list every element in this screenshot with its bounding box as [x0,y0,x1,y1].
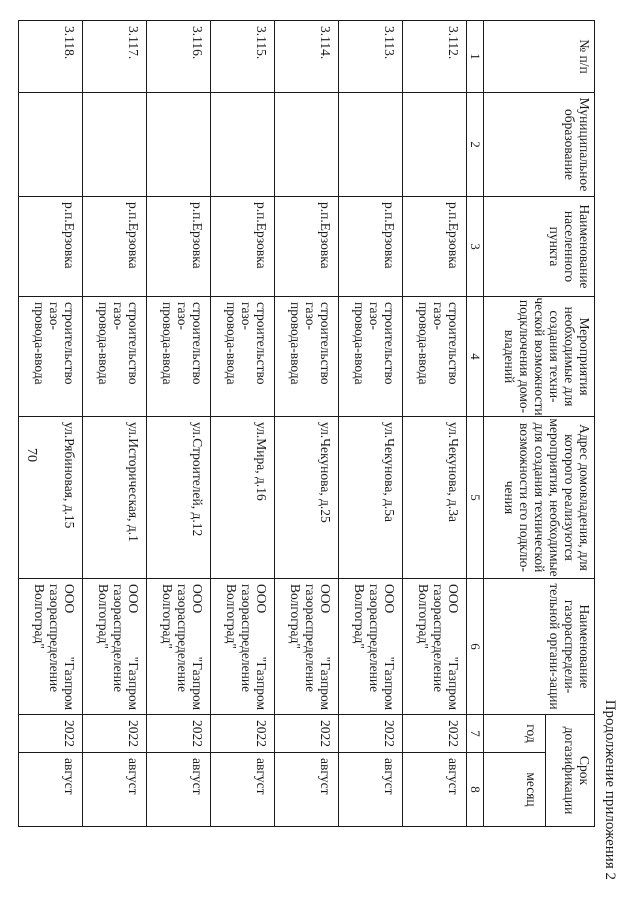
measure-text: строительство газо- [431,302,461,385]
measure-cell [403,297,467,417]
month-cell: август [147,753,211,827]
header-deadline: Срок догазификации [546,715,595,827]
month-cell: август [275,753,339,827]
address-cell: ул.Строителей, д.12 [147,417,211,579]
header-org: Наименование газораспредели-тельной органи-зации [484,579,595,715]
header-settlement: Наименование населенного пункта [484,197,595,297]
column-number: 7 [467,715,484,753]
gasification-table [18,20,595,827]
month-cell: август [339,753,403,827]
address-cell: ул.Историческая, д.1 [83,417,147,579]
measure-text-end: провода-ввода [96,302,111,385]
year-cell: 2022 [211,715,275,753]
address-cell: ул.Чекунова, д.5а [339,417,403,579]
column-numbers-row [467,21,484,827]
measure-text-end: провода-ввода [416,302,431,385]
column-number: 3 [467,197,484,297]
table-row [83,21,147,827]
municipality-cell [275,93,339,197]
measure-text-end: провода-ввода [160,302,175,385]
row-number: 3.117. [83,21,147,93]
year-cell: 2022 [147,715,211,753]
municipality-cell [211,93,275,197]
year-cell: 2022 [19,715,83,753]
table-row [403,21,467,827]
settlement-cell: р.п.Ерзовка [19,197,83,297]
measure-text-end: провода-ввода [288,302,303,385]
org-cell: ООО "Газпром газораспределение Волгоград" [403,579,467,715]
row-number: 3.112. [403,21,467,93]
header-row [546,21,595,827]
measure-cell [19,297,83,417]
row-number: 3.114. [275,21,339,93]
municipality-cell [83,93,147,197]
measure-text-end: провода-ввода [224,302,239,385]
table-row [147,21,211,827]
column-number: 5 [467,417,484,579]
measure-cell [83,297,147,417]
column-number: 1 [467,21,484,93]
municipality-cell [147,93,211,197]
org-cell: ООО "Газпром газораспределение Волгоград" [275,579,339,715]
year-cell: 2022 [275,715,339,753]
month-cell: август [211,753,275,827]
settlement-cell: р.п.Ерзовка [275,197,339,297]
measure-text-end: провода-ввода [352,302,367,385]
address-cell: ул.Рябиновая, д.15 [19,417,83,579]
table-row [19,21,83,827]
org-cell: ООО "Газпром газораспределение Волгоград" [19,579,83,715]
measure-text: строительство газо- [175,302,205,385]
measure-text: строительство газо- [303,302,333,385]
measure-cell [275,297,339,417]
measure-text: строительство газо- [111,302,141,385]
header-year: год [484,715,546,753]
table-row [211,21,275,827]
table-row [275,21,339,827]
column-number: 4 [467,297,484,417]
municipality-cell [19,93,83,197]
municipality-cell [339,93,403,197]
measure-cell [339,297,403,417]
year-cell: 2022 [83,715,147,753]
continuation-title: Продолжение приложения 2 [602,699,618,880]
month-cell: август [403,753,467,827]
org-cell: ООО "Газпром газораспределение Волгоград" [147,579,211,715]
org-cell: ООО "Газпром газораспределение Волгоград" [211,579,275,715]
row-number: 3.116. [147,21,211,93]
settlement-cell: р.п.Ерзовка [403,197,467,297]
row-number: 3.118. [19,21,83,93]
column-number: 8 [467,753,484,827]
rotated-page-content [32,20,621,880]
row-number: 3.115. [211,21,275,93]
month-cell: август [19,753,83,827]
column-number: 6 [467,579,484,715]
column-number: 2 [467,93,484,197]
year-cell: 2022 [339,715,403,753]
measure-cell [211,297,275,417]
address-cell: ул.Чекунова, д.25 [275,417,339,579]
measure-text: строительство газо- [367,302,397,385]
header-municipality: Муниципальное образование [484,93,595,197]
measure-cell [147,297,211,417]
page-number: 70 [24,448,39,462]
header-address: Адрес домовладения, для которого реализуются мероприятия, необходимые для создания технической возможности его подклю-чения [484,417,595,579]
settlement-cell: р.п.Ерзовка [339,197,403,297]
row-number: 3.113. [339,21,403,93]
table-row [339,21,403,827]
settlement-cell: р.п.Ерзовка [211,197,275,297]
settlement-cell: р.п.Ерзовка [147,197,211,297]
measure-text: строительство газо- [47,302,77,385]
address-cell: ул.Мира, д.16 [211,417,275,579]
year-cell: 2022 [403,715,467,753]
municipality-cell [403,93,467,197]
month-cell: август [83,753,147,827]
measure-text: строительство газо- [239,302,269,385]
org-cell: ООО "Газпром газораспределение Волгоград" [339,579,403,715]
header-num: № п/п [484,21,595,93]
header-measures: Мероприятия необходимые для создания техни-ческой возможности подключения домо-владений [484,297,595,417]
header-month: месяц [484,753,546,827]
measure-text-end: провода-ввода [32,302,47,385]
org-cell: ООО "Газпром газораспределение Волгоград" [83,579,147,715]
address-cell: ул.Чекунова, д.3а [403,417,467,579]
settlement-cell: р.п.Ерзовка [83,197,147,297]
